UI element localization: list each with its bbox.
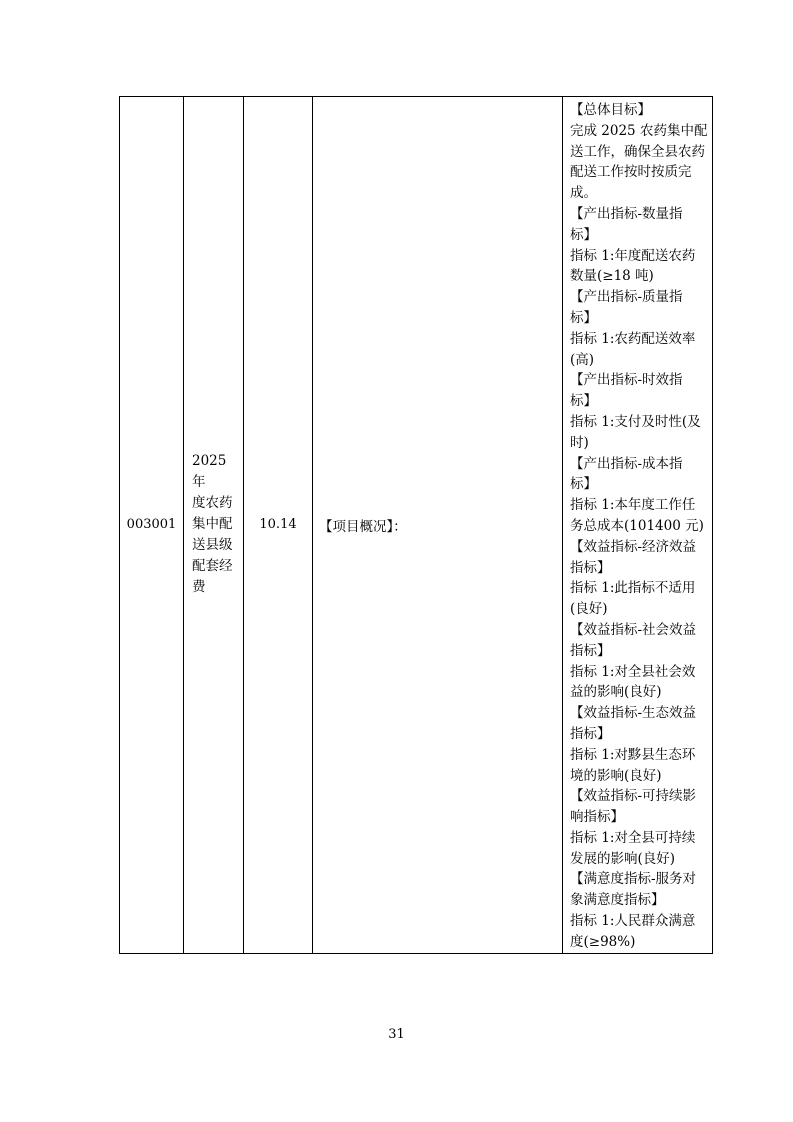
goal-line: 【效益指标-经济效益 [570,538,697,555]
goal-line: 指标】 [570,559,611,576]
goal-line: 指标 1:农药配送效率 [570,330,696,347]
project-name-line: 费 [192,579,206,596]
goal-line: 度(≥98%) [570,933,636,950]
goal-line: 标】 [570,226,597,243]
goal-line: 指标 1:对全县可持续 [570,829,696,846]
page-number: 31 [388,1027,405,1042]
goal-line: (高) [570,351,595,368]
goal-line: 【产出指标-成本指 [570,455,683,472]
project-name-line: 度农药 [192,495,233,512]
goal-line: 指标】 [570,725,611,742]
goal-line: 指标 1:此指标不适用 [570,580,696,597]
goal-line: 指标 1:人民群众满意 [570,913,696,930]
goal-line: 【满意度指标-服务对 [570,871,697,888]
performance-goals [563,97,712,953]
goal-line: 指标 1:年度配送农药 [570,247,696,264]
project-name-line: 2025 年 [192,453,227,491]
goal-line: 【总体目标】 [570,102,651,118]
goal-line: 【效益指标-生态效益 [570,705,697,722]
goal-line: 指标 1:本年度工作任 [570,497,696,514]
amount-cell: 10.14 [244,97,313,954]
goal-line: 【产出指标-数量指 [570,205,683,222]
goal-line: 象满意度指标】 [570,892,665,909]
goal-line: 发展的影响(良好) [570,850,676,867]
budget-table [119,96,713,954]
project-name-line: 配套经 [192,558,233,575]
performance-goals-cell [563,97,713,954]
project-name [184,451,243,598]
goal-line: 时) [570,434,589,451]
project-name-line: 集中配 [192,516,233,533]
project-name-line: 送县级 [192,537,233,554]
goal-line: 【效益指标-可持续影 [570,788,697,805]
goal-line: 【产出指标-时效指 [570,372,683,389]
goal-line: 配送工作按时按质完 [570,164,692,181]
goal-line: (良好) [570,601,608,618]
goal-line: 【产出指标-质量指 [570,289,683,306]
project-overview-label: 【项目概况】： [319,518,407,535]
goal-line: 标】 [570,309,597,326]
goal-line: 送工作，确保全县农药 [570,143,705,160]
goal-line: 指标】 [570,642,611,659]
goal-line: 境的影响(良好) [570,767,662,784]
goal-line: 完成 2025 农药集中配 [570,122,708,139]
overview-cell [313,97,563,954]
goal-line: 【效益指标-社会效益 [570,621,697,638]
goal-line: 数量(≥18 吨) [570,268,654,285]
goal-line: 指标 1:对全县社会效 [570,663,696,680]
goal-line: 务总成本(101400 元) [570,517,704,534]
table-row [120,97,713,954]
goal-line: 标】 [570,393,597,410]
project-name-cell [184,97,244,954]
goal-line: 益的影响(良好) [570,684,662,701]
goal-line: 标】 [570,476,597,493]
goal-line: 成。 [570,185,597,202]
project-code-cell: 003001 [120,97,184,954]
goal-line: 指标 1:支付及时性(及 [570,413,701,430]
goal-line: 响指标】 [570,809,624,826]
goal-line: 指标 1:对黟县生态环 [570,746,696,763]
